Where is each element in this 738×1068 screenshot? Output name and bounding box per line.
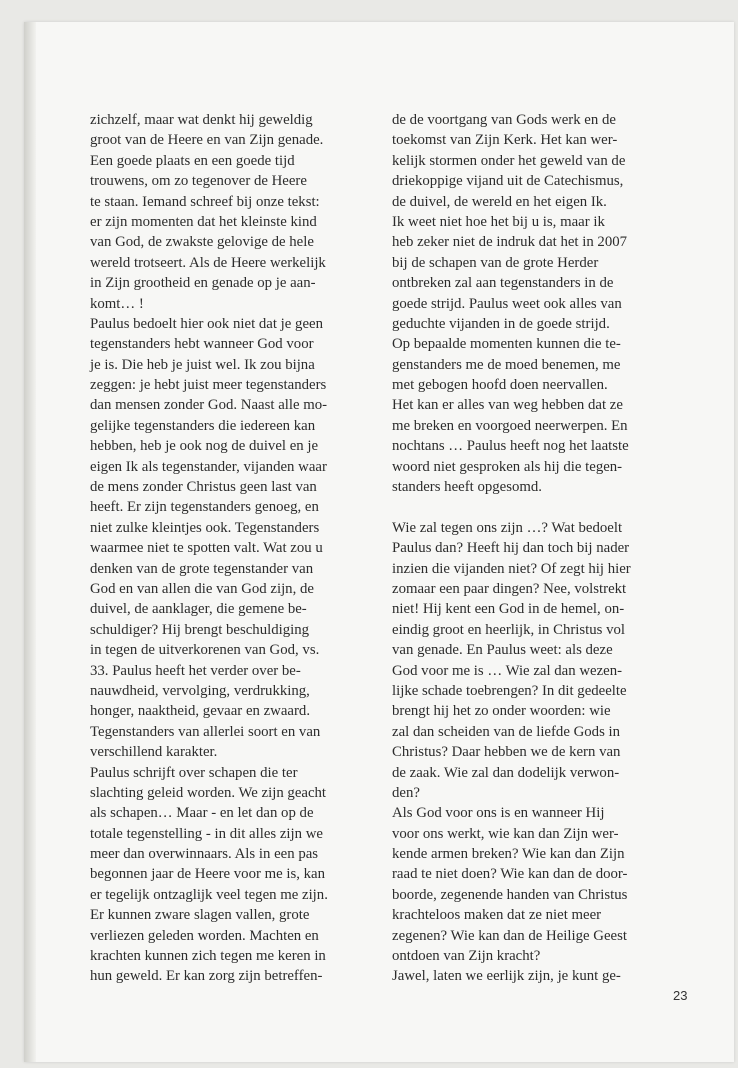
text-line: 33. Paulus heeft het verder over be- [90,662,301,679]
text-line: bij de schapen van de grote Herder [392,254,599,271]
text-line: boorde, zegenende handen van Christus [392,886,628,903]
text-line: raad te niet doen? Wie kan dan de door- [392,866,628,883]
page-spine [24,22,36,1062]
text-line: voor ons werkt, wie kan dan Zijn wer- [392,825,619,842]
text-line: Een goede plaats en een goede tijd [90,152,295,169]
text-line: Wie zal tegen ons zijn …? Wat bedoelt [392,519,623,536]
text-line: je is. Die heb je juist wel. Ik zou bijna [90,356,315,373]
text-line: gelijke tegenstanders die iedereen kan [90,417,316,434]
text-line: God en van allen die van God zijn, de [90,580,314,597]
text-line: groot van de Heere en van Zijn genade. [90,132,324,149]
text-line: van God, de zwakste gelovige de hele [90,234,314,251]
text-line: eigen Ik als tegenstander, vijanden waar [90,458,327,475]
text-line: me breken en voorgoed neerwerpen. En [392,417,628,434]
text-line: tegenstanders hebt wanneer God voor [90,336,314,353]
text-line: genstanders me de moed benemen, me [392,356,621,373]
book-page [24,22,734,1062]
text-line: Het kan er alles van weg hebben dat ze [392,397,623,414]
text-line: zomaar een paar dingen? Nee, volstrekt [392,580,627,597]
text-line: heb zeker niet de indruk dat het in 2007 [392,234,628,251]
text-line: inzien die vijanden niet? Of zegt hij hier [392,560,631,577]
text-line: driekoppige vijand uit de Catechismus, [392,173,624,190]
text-line: heeft. Er zijn tegenstanders genoeg, en [90,499,319,516]
text-line: zeggen: je hebt juist meer tegenstanders [90,377,327,394]
text-line: God voor me is … Wie zal dan wezen- [392,662,623,679]
text-line: trouwens, om zo tegenover de Heere [90,173,307,190]
text-line: waarmee niet te spotten valt. Wat zou u [90,540,323,557]
text-line: zal dan scheiden van de liefde Gods in [392,723,621,740]
text-line: Op bepaalde momenten kunnen die te- [392,336,621,353]
text-line: de mens zonder Christus geen last van [90,479,317,496]
text-line: komt… ! [90,295,144,312]
text-line: lijke schade toebrengen? In dit gedeelte [392,682,627,699]
text-line: Ik weet niet hoe het bij u is, maar ik [392,213,605,230]
text-line: Jawel, laten we eerlijk zijn, je kunt ge- [392,968,621,985]
text-line: schuldiger? Hij brengt beschuldiging [90,621,310,638]
text-line: nauwdheid, vervolging, verdrukking, [90,682,310,699]
text-line: kende armen breken? Wie kan dan Zijn [392,846,625,863]
text-line: Paulus schrijft over schapen die ter [90,764,298,781]
text-line: wereld trotseert. Als de Heere werkelijk [90,254,326,271]
text-line: brengt hij het zo onder woorden: wie [392,703,611,720]
text-line: begonnen jaar de Heere voor me is, kan [90,866,326,883]
text-line: slachting geleid worden. We zijn geacht [90,784,327,801]
text-line: te staan. Iemand schreef bij onze tekst: [90,193,320,210]
text-line: kelijk stormen onder het geweld van de [392,152,626,169]
paragraph-gap [392,497,668,517]
text-line: er tegelijk ontzaglijk veel tegen me zijn. [90,886,328,903]
text-line: Er kunnen zware slagen vallen, grote [90,907,310,924]
text-line: hun geweld. Er kan zorg zijn betreffen- [90,968,323,985]
page-number: 23 [673,988,688,1003]
text-line: ontbreken zal aan tegenstanders in de [392,275,614,292]
text-line: Christus? Daar hebben we de kern van [392,744,621,761]
text-line: er zijn momenten dat het kleinste kind [90,213,317,230]
text-line: krachten kunnen zich tegen me keren in [90,948,326,965]
text-line: hebben, heb je ook nog de duivel en je [90,438,319,455]
text-line: verschillend karakter. [90,744,218,761]
text-line: niet zulke kleintjes ook. Tegenstanders [90,519,320,536]
text-line: de duivel, de wereld en het eigen Ik. [392,193,607,210]
text-line: Tegenstanders van allerlei soort en van [90,723,321,740]
text-line: woord niet gesproken als hij die tegen- [392,458,623,475]
text-line: Paulus bedoelt hier ook niet dat je geen [90,315,323,332]
text-line: toekomst van Zijn Kerk. Het kan wer- [392,132,618,149]
text-line: verliezen geleden worden. Machten en [90,927,319,944]
text-line: standers heeft opgesomd. [392,479,542,496]
text-line: ontdoen van Zijn kracht? [392,948,541,965]
text-line: krachteloos maken dat ze niet meer [392,907,602,924]
text-line: in Zijn grootheid en genade op je aan- [90,275,316,292]
text-line: met gebogen hoofd doen neervallen. [392,377,608,394]
text-line: niet! Hij kent een God in de hemel, on- [392,601,625,618]
text-line: eindig groot en heerlijk, in Christus vol [392,621,626,638]
text-line: honger, naaktheid, gevaar en zwaard. [90,703,311,720]
text-line: denken van de grote tegenstander van [90,560,314,577]
text-line: den? [392,784,420,801]
text-line: zegenen? Wie kan dan de Heilige Geest [392,927,627,944]
text-line: nochtans … Paulus heeft nog het laatste [392,438,629,455]
text-line: totale tegenstelling - in dit alles zijn we [90,825,323,842]
text-line: goede strijd. Paulus weet ook alles van [392,295,622,312]
text-line: de zaak. Wie zal dan dodelijk verwon- [392,764,620,781]
text-line: van genade. En Paulus weet: als deze [392,642,613,659]
right-column [392,110,668,987]
text-line: de de voortgang van Gods werk en de [392,112,616,128]
text-line: Als God voor ons is en wanneer Hij [392,805,605,822]
text-line: meer dan overwinnaars. Als in een pas [90,846,319,863]
text-line: zichzelf, maar wat denkt hij geweldig [90,112,313,128]
text-line: Paulus dan? Heeft hij dan toch bij nader [392,540,630,557]
text-line: in tegen de uitverkorenen van God, vs. [90,642,320,659]
left-column [90,110,366,987]
text-line: dan mensen zonder God. Naast alle mo- [90,397,328,414]
text-line: duivel, de aanklager, die gemene be- [90,601,307,618]
text-line: geduchte vijanden in de goede strijd. [392,315,610,332]
text-line: als schapen… Maar - en let dan op de [90,805,314,822]
